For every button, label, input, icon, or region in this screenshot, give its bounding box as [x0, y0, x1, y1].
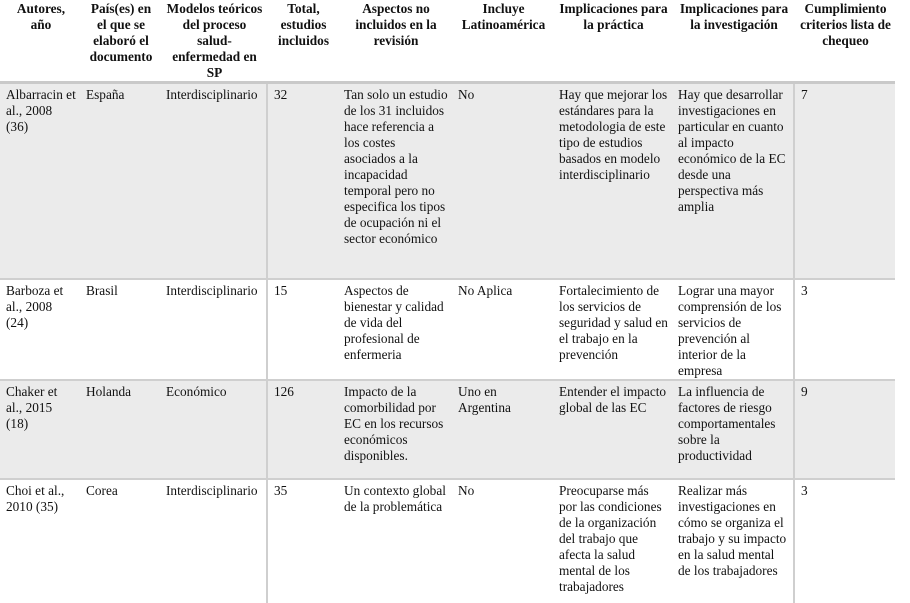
cell-authors-year: Barboza et al., 2008 (24): [0, 279, 80, 380]
column-header-includes-latin-america: Incluye Latinoamérica: [452, 0, 553, 83]
cell-includes-latin-america: No: [452, 479, 553, 603]
cell-includes-latin-america: No Aplica: [452, 279, 553, 380]
cell-authors-year: Chaker et al., 2015 (18): [0, 380, 80, 479]
cell-practice-implications: Entender el impacto global de las EC: [553, 380, 672, 479]
table-body: [0, 83, 895, 603]
column-header-practice-implications: Implicaciones para la práctica: [553, 0, 672, 83]
table-row: [0, 279, 895, 380]
table-header-row: [0, 0, 895, 83]
column-header-total-studies: Total, estudios incluidos: [267, 0, 338, 83]
cell-country: Brasil: [80, 279, 160, 380]
cell-theoretical-model: Interdisciplinario: [160, 279, 267, 380]
cell-checklist-score: 7: [794, 83, 895, 280]
cell-aspects-not-included: Aspectos de bienestar y calidad de vida del profesional de enfermeria: [338, 279, 452, 380]
table-row: [0, 479, 895, 603]
cell-checklist-score: 9: [794, 380, 895, 479]
cell-country: España: [80, 83, 160, 280]
cell-practice-implications: Preocuparse más por las condiciones de la organización del trabajo que afecta la salud mental de los trabajadores: [553, 479, 672, 603]
cell-total-studies: 35: [267, 479, 338, 603]
cell-aspects-not-included: Tan solo un estudio de los 31 incluidos hace referencia a los costes asociados a la incapacidad temporal pero no especifica los tipos de ocupación ni el sector económico: [338, 83, 452, 280]
table-row: [0, 380, 895, 479]
cell-country: Holanda: [80, 380, 160, 479]
cell-practice-implications: Fortalecimiento de los servicios de seguridad y salud en el trabajo en la prevención: [553, 279, 672, 380]
cell-checklist-score: 3: [794, 479, 895, 603]
cell-checklist-score: 3: [794, 279, 895, 380]
cell-aspects-not-included: Un contexto global de la problemática: [338, 479, 452, 603]
cell-research-implications: La influencia de factores de riesgo comportamentales sobre la productividad: [672, 380, 794, 479]
column-header-theoretical-model: Modelos teóricos del proceso salud-enfermedad en SP: [160, 0, 267, 83]
cell-total-studies: 126: [267, 380, 338, 479]
cell-practice-implications: Hay que mejorar los estándares para la metodologia de este tipo de estudios basados en modelo interdisciplinario: [553, 83, 672, 280]
cell-total-studies: 15: [267, 279, 338, 380]
cell-aspects-not-included: Impacto de la comorbilidad por EC en los recursos económicos disponibles.: [338, 380, 452, 479]
cell-includes-latin-america: No: [452, 83, 553, 280]
column-header-country: País(es) en el que se elaboró el documento: [80, 0, 160, 83]
cell-authors-year: Choi et al., 2010 (35): [0, 479, 80, 603]
cell-country: Corea: [80, 479, 160, 603]
cell-research-implications: Hay que desarrollar investigaciones en particular en cuanto al impacto económico de la EC desde una perspectiva más amplia: [672, 83, 794, 280]
cell-research-implications: Lograr una mayor comprensión de los servicios de prevención al interior de la empresa: [672, 279, 794, 380]
cell-research-implications: Realizar más investigaciones en cómo se organiza el trabajo y su impacto en la salud mental de los trabajadores: [672, 479, 794, 603]
cell-includes-latin-america: Uno en Argentina: [452, 380, 553, 479]
cell-total-studies: 32: [267, 83, 338, 280]
cell-authors-year: Albarracin et al., 2008 (36): [0, 83, 80, 280]
cell-theoretical-model: Interdisciplinario: [160, 479, 267, 603]
column-header-research-implications: Implicaciones para la investigación: [672, 0, 794, 83]
column-header-authors-year: Autores, año: [0, 0, 80, 83]
table-row: [0, 83, 895, 280]
column-header-checklist-score: Cumplimiento criterios lista de chequeo: [794, 0, 895, 83]
column-header-aspects-not-included: Aspectos no incluidos en la revisión: [338, 0, 452, 83]
cell-theoretical-model: Interdisciplinario: [160, 83, 267, 280]
cell-theoretical-model: Económico: [160, 380, 267, 479]
